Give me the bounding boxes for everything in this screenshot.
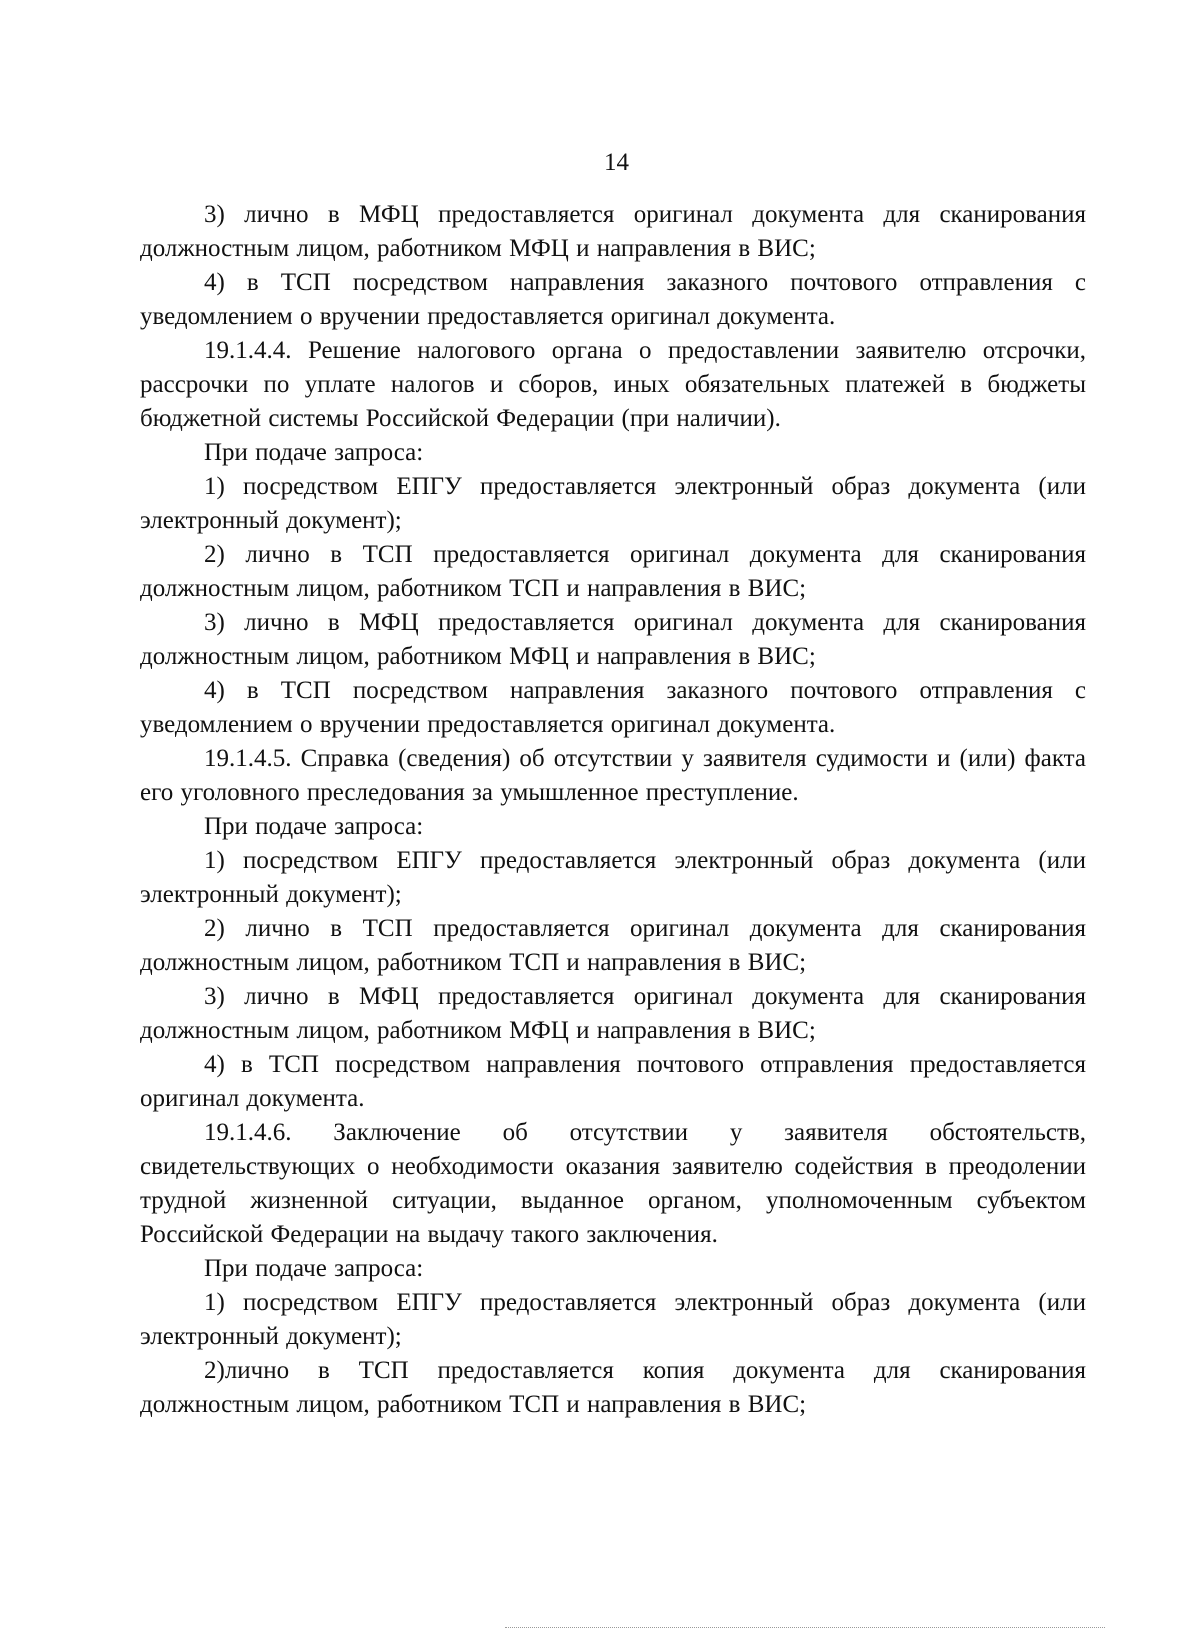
paragraph: При подаче запроса:: [204, 1255, 424, 1282]
paragraph: 1) посредством ЕПГУ предоставляется электронный образ документа (или электронный документ);: [140, 473, 1086, 534]
paragraph: 3) лично в МФЦ предоставляется оригинал документа для сканирования должностным лицом, работником МФЦ и направления в ВИС;: [140, 609, 1086, 670]
paragraph: 2) лично в ТСП предоставляется оригинал документа для сканирования должностным лицом, работником ТСП и направления в ВИС;: [140, 541, 1086, 602]
paragraph: 3) лично в МФЦ предоставляется оригинал документа для сканирования должностным лицом, работником МФЦ и направления в ВИС;: [140, 983, 1086, 1044]
paragraph: 3) лично в МФЦ предоставляется оригинал документа для сканирования должностным лицом, работником МФЦ и направления в ВИС;: [140, 201, 1086, 262]
paragraph: 19.1.4.5. Справка (сведения) об отсутствии у заявителя судимости и (или) факта его уголовного преследования за умышленное преступление.: [140, 745, 1086, 806]
document-body: [140, 198, 1086, 1422]
paragraph: 4) в ТСП посредством направления почтового отправления предоставляется оригинал документа.: [140, 1051, 1086, 1112]
paragraph: 19.1.4.6. Заключение об отсутствии у заявителя обстоятельств, свидетельствующих о необходимости оказания заявителю содействия в преодолении трудной жизненной ситуации, выданное органом, уполномоченным субъектом Российской Федерации на выдачу такого заключения.: [140, 1119, 1086, 1248]
scan-edge-line: [505, 1627, 1105, 1628]
paragraph: При подаче запроса:: [204, 439, 424, 466]
paragraph: 1) посредством ЕПГУ предоставляется электронный образ документа (или электронный документ);: [140, 847, 1086, 908]
paragraph: 2)лично в ТСП предоставляется копия документа для сканирования должностным лицом, работником ТСП и направления в ВИС;: [140, 1357, 1086, 1418]
page-number: 14: [604, 149, 629, 176]
paragraph: 4) в ТСП посредством направления заказного почтового отправления с уведомлением о вручении предоставляется оригинал документа.: [140, 269, 1086, 330]
paragraph: 4) в ТСП посредством направления заказного почтового отправления с уведомлением о вручении предоставляется оригинал документа.: [140, 677, 1086, 738]
paragraph: 19.1.4.4. Решение налогового органа о предоставлении заявителю отсрочки, рассрочки по уплате налогов и сборов, иных обязательных платежей в бюджеты бюджетной системы Российской Федерации (при наличии).: [140, 337, 1086, 432]
paragraph: При подаче запроса:: [204, 813, 424, 840]
paragraph: 2) лично в ТСП предоставляется оригинал документа для сканирования должностным лицом, работником ТСП и направления в ВИС;: [140, 915, 1086, 976]
paragraph: 1) посредством ЕПГУ предоставляется электронный образ документа (или электронный документ);: [140, 1289, 1086, 1350]
